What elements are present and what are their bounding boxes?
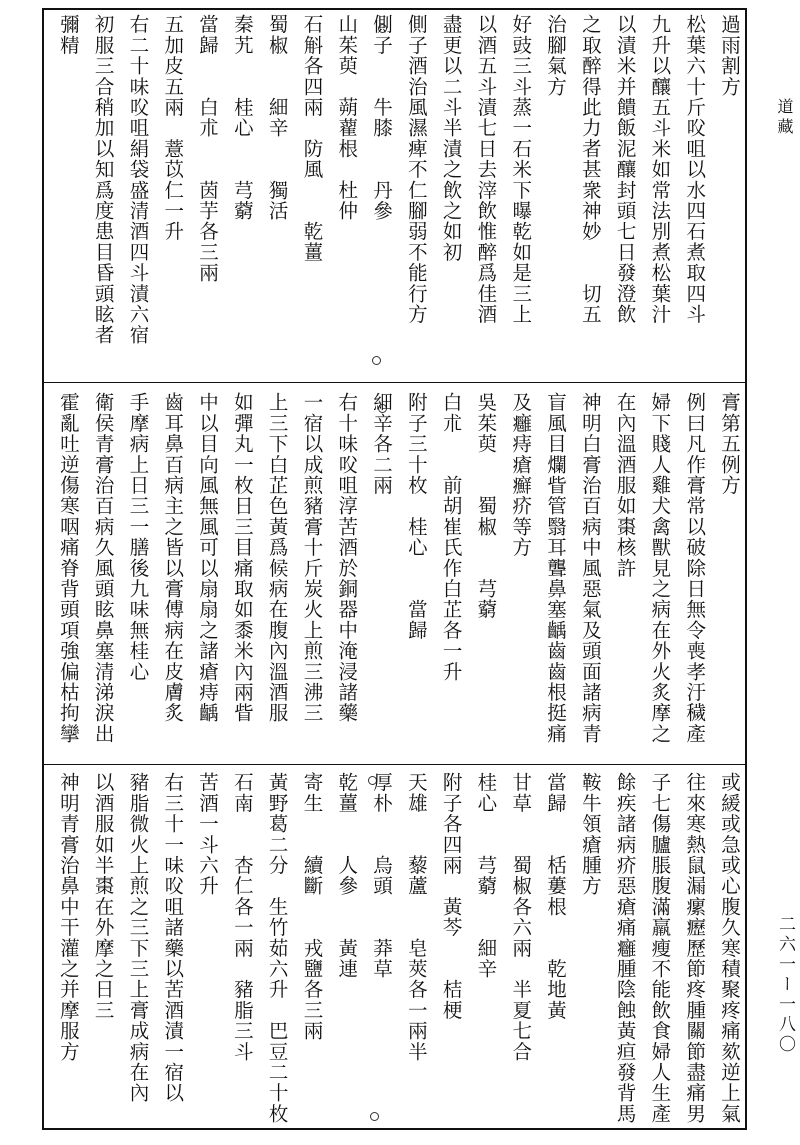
text-column: 過雨割方 [718,14,741,97]
text-column: 甘草 蜀椒各六兩 半夏七合 [509,772,533,1062]
text-column: 苦酒一斗六升 [196,772,220,897]
text-column: 霍亂吐逆傷寒咽痛脊背頭項強偏枯拘攣 [56,392,80,744]
text-column: 右十味㕮咀淳苦酒於銅器中淹浸諸藥 [335,392,359,724]
text-column: 往來寒熱鼠漏瘰癧歷節疼腫關節盡痛男 [683,772,707,1124]
text-column: 側子 牛膝 丹參 [370,14,394,221]
text-column: 九升以釀五斗米如常法別煮松葉汁 [648,14,672,325]
text-column: 秦艽 桂心 芎藭 [230,14,254,221]
text-column: 當歸 栝蔞根 乾地黃 [544,772,568,1021]
text-column: 石斛各四兩 防風 乾薑 [300,14,324,263]
text-column: 膏第五例方 [718,392,741,496]
text-column: 神明白膏治百病中風惡氣及頭面諸病青 [578,392,602,744]
text-column: 彌精 [56,14,80,56]
text-panel-top [46,14,742,380]
text-column: 豬脂微火上煎之三下三上膏成病在內 [126,772,150,1104]
text-column: 鞍牛領瘡腫方 [578,772,602,897]
text-column: 側子酒治風濕痺不仁腳弱不能行方 [404,14,428,325]
text-column: 附子三十枚 桂心 當歸 [404,392,428,641]
text-panel-bottom [46,772,742,1124]
text-column: 衛侯青膏治百病久風頭眩鼻塞清涕淚出 [91,392,115,744]
text-column: 中以目向風無風可以扇扇之諸瘡痔齲 [196,392,220,724]
text-column: 厚朴 烏頭 莽草 [370,772,394,979]
text-column: 在內溫酒服如棗核許 [613,392,637,579]
text-column: 齒耳鼻百病主之皆以膏傅病在皮膚炙 [161,392,185,724]
text-column: 好豉三斗蒸一石米下曝乾如是三上 [509,14,533,325]
text-column: 吳茱萸 蜀椒 芎藭 [474,392,498,620]
text-column: 寄生 續斷 戎鹽各三兩 [300,772,324,1042]
text-column: 盲風目爛眥管翳耳聾鼻塞齲齒齒根挺痛 [544,392,568,744]
text-column: 盡更以二斗半漬之飲之如初 [439,14,463,263]
text-column: 婦下賤人雞犬禽獸見之病在外火炙摩之 [648,392,672,744]
source-label: 道藏 [775,98,794,138]
text-column: 之取醉得此力者甚衆神妙 切五 [578,14,602,325]
text-column: 子七傷臚脹腹滿羸瘦不能飲食婦人生產 [648,772,672,1124]
text-column: 當歸 白朮 茵芋各三兩 [196,14,220,284]
text-column: 手摩病上日三一膳後九味無桂心 [126,392,150,682]
text-column: 石南 杏仁各一兩 豬脂三斗 [230,772,254,1062]
text-column: 黃野葛二分 生竹茹六升 巴豆二十枚 [265,772,289,1124]
panel-divider-1 [42,382,747,383]
text-column: 蜀椒 細辛 獨活 [265,14,289,221]
text-column: 上三下白芷色黃爲候病在腹內溫酒服 [265,392,289,724]
text-column: 一宿以成煎豬膏十斤炭火上煎三沸三 [300,392,324,724]
page-number: 二六一ー一八〇 [775,915,795,1055]
text-column: 以酒服如半棗在外摩之日三 [91,772,115,1021]
text-column: 附子各四兩 黃芩 桔梗 [439,772,463,1021]
text-column: 神明青膏治鼻中干灌之并摩服方 [56,772,80,1062]
text-panel-middle [46,392,742,760]
text-column: 松葉六十斤㕮咀以水四石煮取四斗 [683,14,707,325]
text-column: 山茱萸 蒴藋根 杜仲 [335,14,359,221]
text-column: 治腳氣方 [544,14,568,97]
text-column: 餘疾諸病疥惡瘡痛癰腫陰蝕黃疸發背馬 [613,772,637,1124]
text-column: 例曰凡作膏常以破除日無令喪孝汙穢產 [683,392,707,744]
text-column: 細辛各二兩 [370,392,394,496]
text-column: 及癰痔瘡癬疥等方 [509,392,533,558]
text-column: 如彈丸一枚日三目痛取如黍米內兩眥 [230,392,254,724]
text-column: 或緩或急或心腹久寒積聚疼痛欬逆上氣 [718,772,741,1124]
text-column: 右三十一味㕮咀諸藥以苦酒漬一宿以 [161,772,185,1104]
panel-divider-2 [42,764,747,765]
text-column: 天雄 藜蘆 皂莢各一兩半 [404,772,428,1062]
text-column: 桂心 芎藭 細辛 [474,772,498,979]
text-column: 乾薑 人參 黃連 [335,772,359,979]
text-column: 初服三合稍加以知爲度患目昏頭眩者 [91,14,115,346]
text-column: 右二十味㕮咀絹袋盛清酒四斗漬六宿 [126,14,150,346]
text-column: 五加皮五兩 薏苡仁一升 [161,14,185,242]
text-column: 以酒五斗漬七日去滓飲惟醉爲佳酒 [474,14,498,325]
text-column: 以漬米并饋飯泥釀封頭七日發澄飲 [613,14,637,325]
text-column: 白朮 前胡崔氏作白芷各一升 [439,392,463,682]
